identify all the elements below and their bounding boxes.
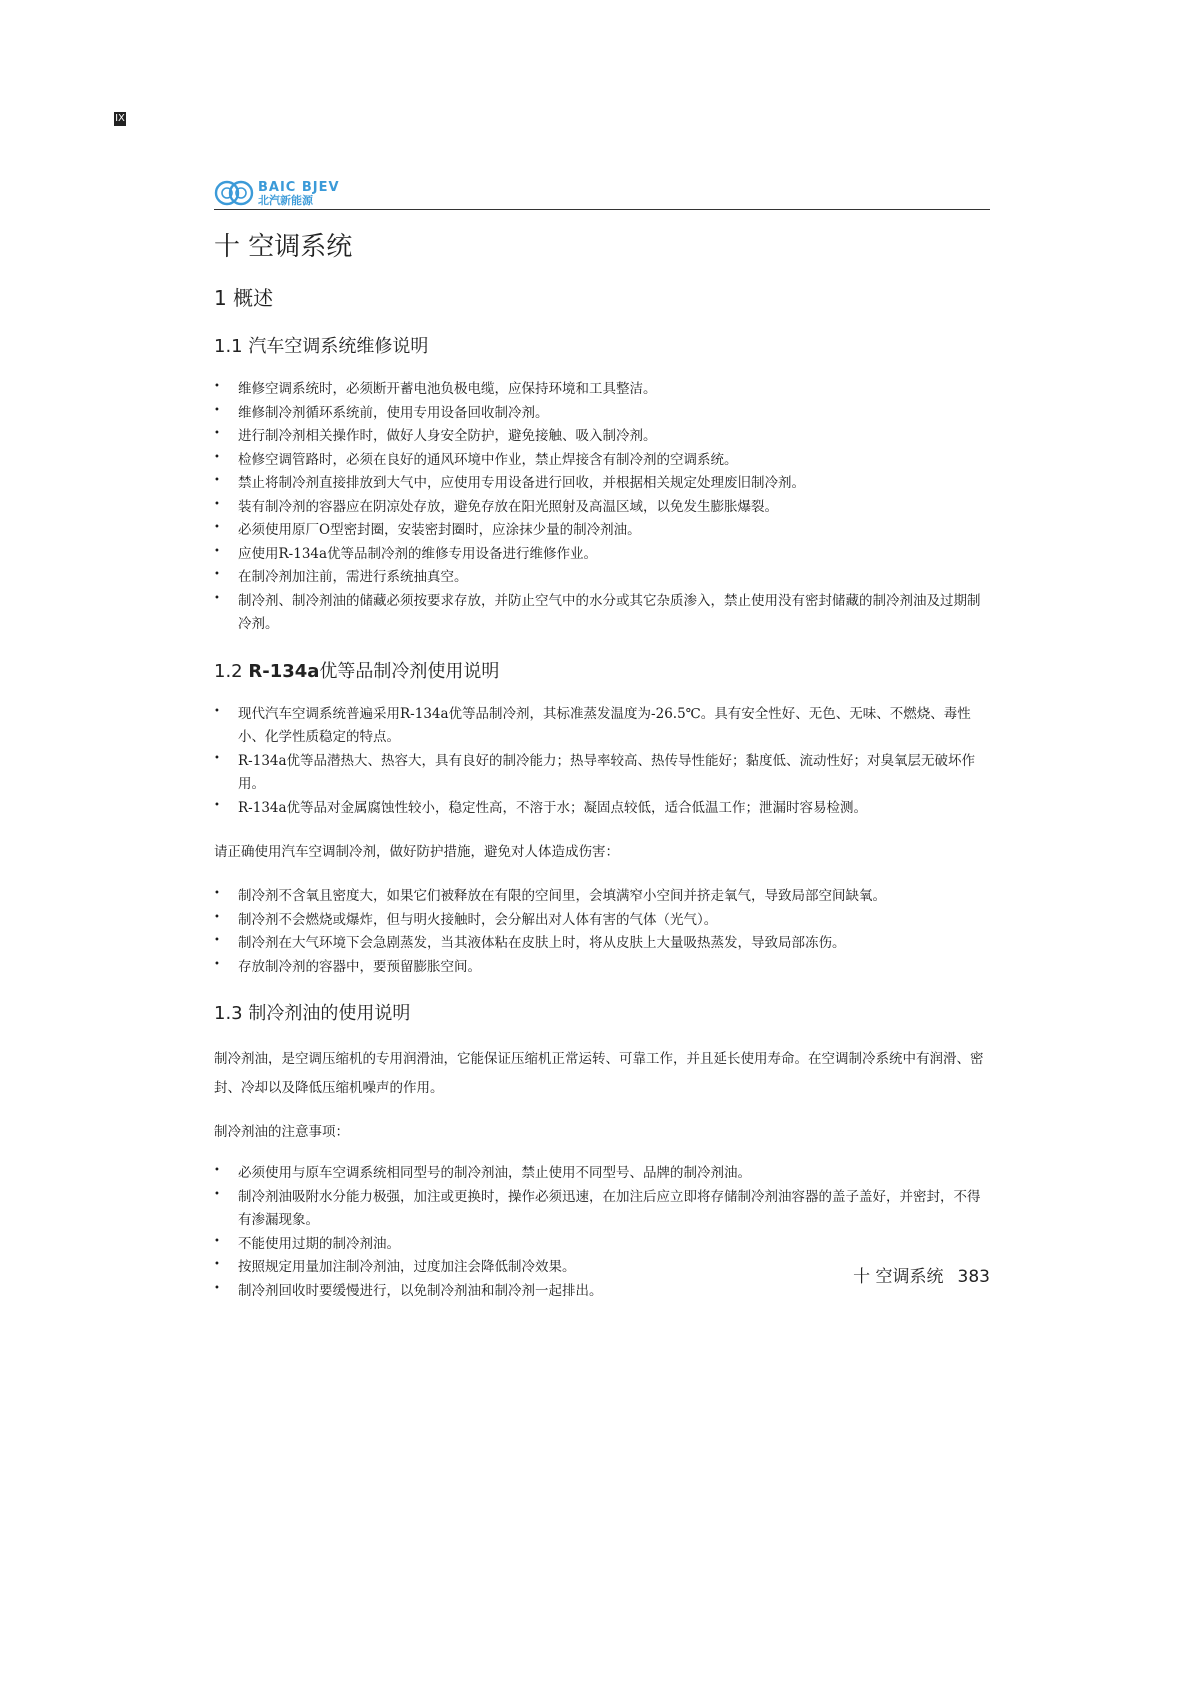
- brand-name-cn: 北汽新能源: [258, 193, 313, 207]
- list-item: • 制冷剂、制冷剂油的储藏必须按要求存放，并防止空气中的水分或其它杂质渗入，禁止使用没有密封储藏的制冷剂油及过期制冷剂。: [214, 590, 990, 637]
- list-item: • 装有制冷剂的容器应在阴凉处存放，避免存放在阳光照射及高温区域，以免发生膨胀爆裂。: [214, 496, 990, 520]
- list-item: • 维修空调系统时，必须断开蓄电池负极电缆，应保持环境和工具整洁。: [214, 378, 990, 402]
- list-item: • 现代汽车空调系统普遍采用R-134a优等品制冷剂，其标准蒸发温度为-26.5℃。具有安全性好、无色、无味、不燃烧、毒性小、化学性质稳定的特点。: [214, 703, 990, 750]
- header-divider: [214, 209, 990, 210]
- list-item: • 制冷剂不含氧且密度大，如果它们被释放在有限的空间里，会填满窄小空间并挤走氧气，导致局部空间缺氧。: [214, 885, 990, 909]
- list-item: • 制冷剂在大气环境下会急剧蒸发，当其液体粘在皮肤上时，将从皮肤上大量吸热蒸发，导致局部冻伤。: [214, 932, 990, 956]
- list-item: • 存放制冷剂的容器中，要预留膨胀空间。: [214, 956, 990, 980]
- section-title-overview: 1 概述: [214, 286, 274, 310]
- list-item: • R-134a优等品对金属腐蚀性较小，稳定性高，不溶于水；凝固点较低，适合低温工作；泄漏时容易检测。: [214, 797, 990, 821]
- brand-logo-icon: [214, 178, 254, 208]
- oil-notes-intro: 制冷剂油的注意事项：: [214, 1124, 349, 1140]
- subsection-title-1-2: [214, 659, 990, 685]
- safety-warnings-list: [214, 885, 990, 979]
- list-item: • 在制冷剂加注前，需进行系统抽真空。: [214, 566, 990, 590]
- list-item: • 不能使用过期的制冷剂油。: [214, 1233, 990, 1257]
- brand-name-en: BAIC BJEV: [258, 179, 340, 195]
- oil-description-paragraph: 制冷剂油，是空调压缩机的专用润滑油，它能保证压缩机正常运转、可靠工作，并且延长使用寿命。在空调制冷系统中有润滑、密封、冷却以及降低压缩机噪声的作用。: [214, 1051, 984, 1096]
- page-header: [214, 176, 990, 212]
- subsection-title-1-3: 1.3 制冷剂油的使用说明: [214, 1003, 411, 1024]
- page-number: 383: [957, 1267, 990, 1287]
- page-footer: [214, 1262, 990, 1287]
- brand-logo: [214, 178, 340, 208]
- corner-mark: IX: [115, 113, 125, 124]
- list-item: • R-134a优等品潜热大、热容大，具有良好的制冷能力；热导率较高、热传导性能好；黏度低、流动性好；对臭氧层无破坏作用。: [214, 750, 990, 797]
- list-item: • 按照规定用量加注制冷剂油，过度加注会降低制冷效果。: [214, 1256, 990, 1280]
- page-content: [214, 176, 990, 1303]
- list-item: • 必须使用原厂O型密封圈，安装密封圈时，应涂抹少量的制冷剂油。: [214, 519, 990, 543]
- safety-intro-paragraph: 请正确使用汽车空调制冷剂，做好防护措施，避免对人体造成伤害：: [214, 844, 619, 860]
- list-item: • 制冷剂油吸附水分能力极强，加注或更换时，操作必须迅速，在加注后应立即将存储制冷剂油容器的盖子盖好，并密封，不得有渗漏现象。: [214, 1186, 990, 1233]
- list-item: • 必须使用与原车空调系统相同型号的制冷剂油，禁止使用不同型号、品牌的制冷剂油。: [214, 1162, 990, 1186]
- subsection-title-text: 优等品制冷剂使用说明: [319, 660, 500, 682]
- maintenance-notes-list: [214, 378, 990, 637]
- list-item: • 应使用R-134a优等品制冷剂的维修专用设备进行维修作业。: [214, 543, 990, 567]
- subsection-number: 1.2: [214, 660, 249, 682]
- list-item: • 维修制冷剂循环系统前，使用专用设备回收制冷剂。: [214, 402, 990, 426]
- footer-chapter: 十 空调系统: [853, 1267, 944, 1287]
- list-item: • 禁止将制冷剂直接排放到大气中，应使用专用设备进行回收，并根据相关规定处理废旧制冷剂。: [214, 472, 990, 496]
- list-item: • 检修空调管路时，必须在良好的通风环境中作业，禁止焊接含有制冷剂的空调系统。: [214, 449, 990, 473]
- chapter-title: 十 空调系统: [214, 232, 353, 262]
- subsection-title-1-1: 1.1 汽车空调系统维修说明: [214, 336, 429, 357]
- list-item: • 进行制冷剂相关操作时，做好人身安全防护，避免接触、吸入制冷剂。: [214, 425, 990, 449]
- brand-logo-text: [258, 181, 340, 206]
- refrigerant-properties-list: [214, 703, 990, 821]
- list-item: • 制冷剂不会燃烧或爆炸，但与明火接触时，会分解出对人体有害的气体（光气）。: [214, 909, 990, 933]
- refrigerant-name: R-134a: [248, 660, 320, 682]
- list-item: • 制冷剂回收时要缓慢进行，以免制冷剂油和制冷剂一起排出。: [214, 1280, 990, 1304]
